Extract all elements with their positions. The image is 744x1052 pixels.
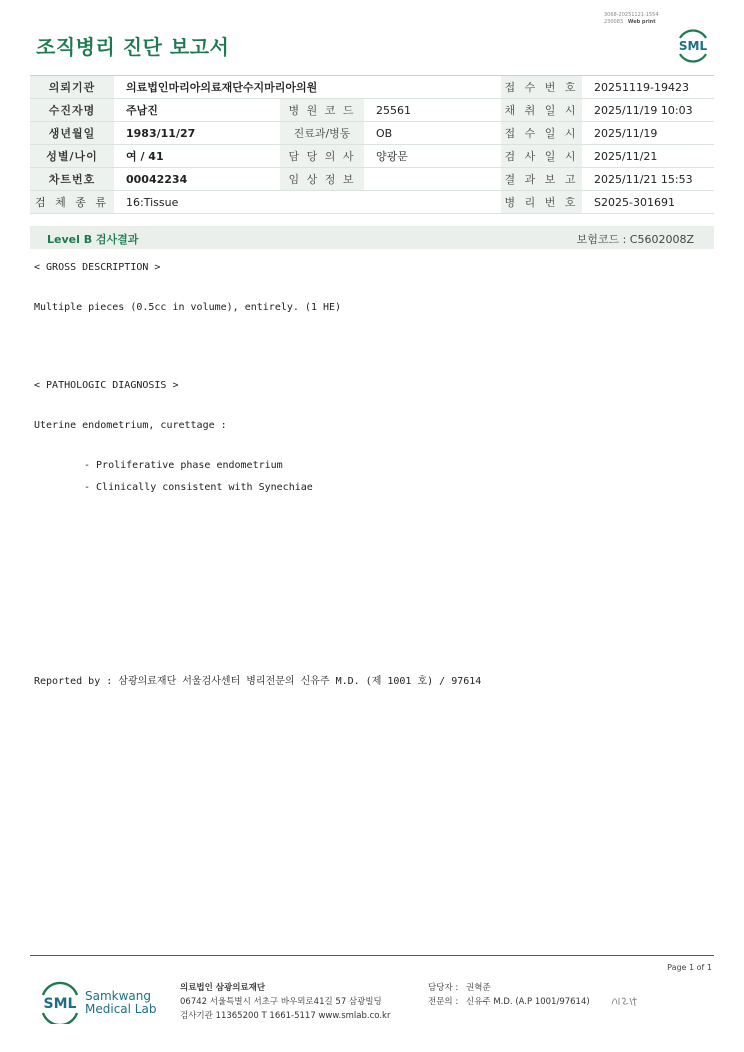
chart-no-label: 차트번호 [30,168,114,191]
gross-heading: < GROSS DESCRIPTION > [34,262,161,273]
clinical-info-value [364,168,501,191]
document-code [604,12,659,26]
logo-text: SML [678,39,708,53]
patient-name-value: 주남진 [114,99,280,122]
signature-image [610,994,640,1008]
sex-age-value: 여 / 41 [114,145,280,168]
footer-divider [30,955,714,956]
sml-logo-icon [674,25,712,63]
hospital-code-value: 25561 [364,99,501,122]
receipt-date-label: 접 수 일 시 [501,122,582,145]
diagnosis-site: Uterine endometrium, curettage : [34,420,227,431]
receipt-date-value: 2025/11/19 [582,122,714,145]
sml-footer-logo-icon [38,980,82,1024]
dob-value: 1983/11/27 [114,122,280,145]
test-date-value: 2025/11/21 [582,145,714,168]
footer-staff-block [428,981,590,1009]
clinical-info-label: 임 상 정 보 [280,168,364,191]
test-date-label: 검 사 일 시 [501,145,582,168]
patient-info-table [30,75,714,214]
brand-line2: Medical Lab [85,1002,157,1016]
result-report-value: 2025/11/21 15:53 [582,168,714,191]
hospital-code-label: 병 원 코 드 [280,99,364,122]
specialist-label: 전문의 : [428,997,459,1007]
contact: 검사기관 11365200 T 1661-5117 www.smlab.co.kr [180,1011,391,1021]
report-title: 조직병리 진단 보고서 [36,35,230,59]
insurance-code: 보험코드 : C5602008Z [576,233,694,246]
patient-name-label: 수진자명 [30,99,114,122]
collection-label: 채 취 일 시 [501,99,582,122]
receipt-no-value: 20251119-19423 [582,76,714,99]
gross-text: Multiple pieces (0.5cc in volume), entirely. (1 HE) [34,302,342,313]
doc-code-line2: 230083 [604,19,624,25]
institution-label: 의뢰기관 [30,76,114,99]
brand-name [85,990,156,1016]
specimen-type-value: 16:Tissue [114,191,501,214]
table-row [30,76,714,99]
manager-label: 담당자 : [428,983,459,993]
level-result-bar [30,226,714,249]
brand-line1: Samkwang [85,989,151,1003]
result-report-label: 결 과 보 고 [501,168,582,191]
dept-value: OB [364,122,501,145]
doctor-value: 양광문 [364,145,501,168]
collection-value: 2025/11/19 10:03 [582,99,714,122]
specialist-name: 신유주 M.D. (A.P 1001/97614) [466,997,590,1007]
pathology-no-value: S2025-301691 [582,191,714,214]
sex-age-label: 성별/나이 [30,145,114,168]
org-name: 의료법인 삼광의료재단 [180,983,266,993]
address: 06742 서울특별시 서초구 바우뫼로41길 57 삼광빌딩 [180,997,382,1007]
specimen-type-label: 검 체 종 류 [30,191,114,214]
manager-name: 권혁준 [466,983,491,993]
institution-value: 의료법인마리아의료재단수지마리아의원 [114,76,501,99]
footer-logo-text: SML [43,996,77,1012]
dept-label: 진료과/병동 [280,122,364,145]
footer-address-block [180,981,390,1023]
level-label: Level B 검사결과 [47,233,139,246]
receipt-no-label: 접 수 번 호 [501,76,582,99]
table-row [30,168,714,191]
table-row [30,122,714,145]
dob-label: 생년월일 [30,122,114,145]
web-print-label: Web print [627,19,656,25]
page-number: Page 1 of 1 [667,963,712,972]
reported-by: Reported by : 삼광의료재단 서울검사센터 병리전문의 신유주 M.D. (제 1001 호) / 97614 [34,676,482,687]
table-row [30,99,714,122]
diagnosis-heading: < PATHOLOGIC DIAGNOSIS > [34,380,179,391]
doc-code-line1: 3068-20251121-1554 [604,12,659,18]
table-row [30,191,714,214]
doctor-label: 담 당 의 사 [280,145,364,168]
diagnosis-item: - Proliferative phase endometrium [84,460,283,471]
chart-no-value: 00042234 [114,168,280,191]
diagnosis-item: - Clinically consistent with Synechiae [84,482,313,493]
pathology-no-label: 병 리 번 호 [501,191,582,214]
table-row [30,145,714,168]
